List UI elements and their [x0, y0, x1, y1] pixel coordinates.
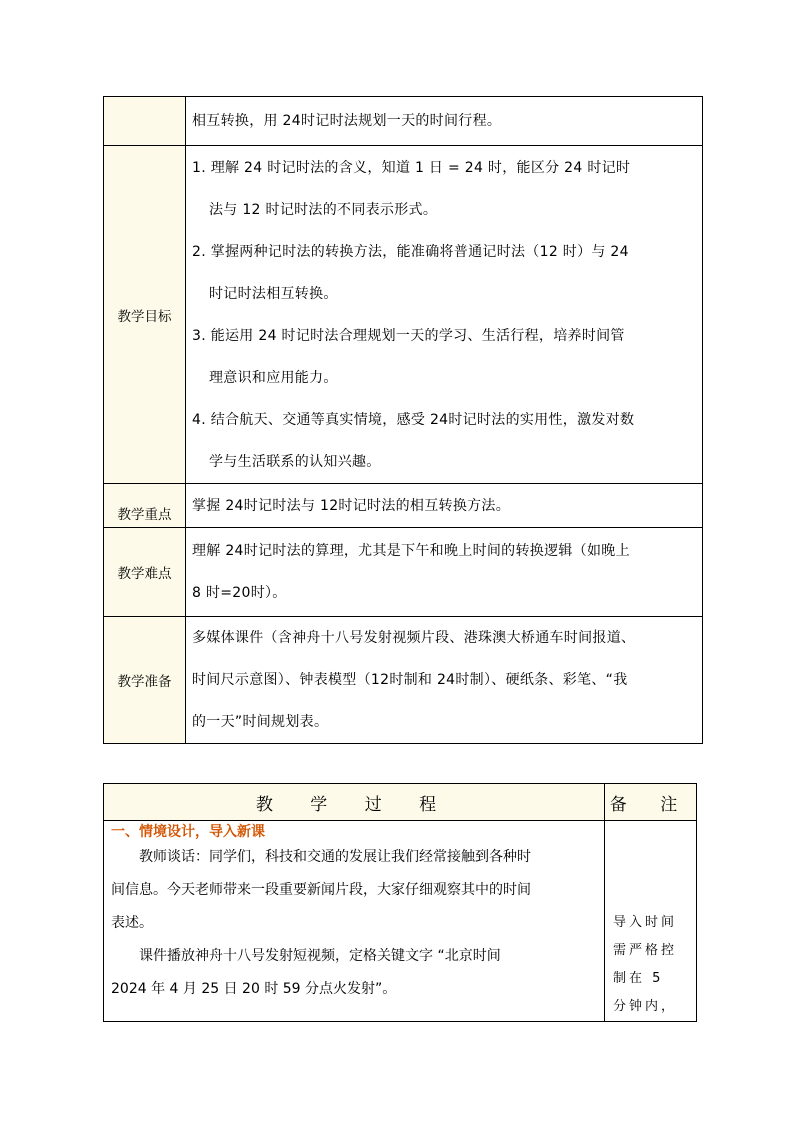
- note-line-1: 导入时间: [613, 915, 678, 930]
- objective-3-line1: 3. 能运用 24 时记时法合理规划一天的学习、生活行程，培养时间管: [192, 328, 625, 344]
- objective-1-line1: 1. 理解 24 时记时法的含义，知道 1 日 = 24 时，能区分 24 时记时: [192, 160, 631, 176]
- note-line-2: 需严格控: [613, 943, 678, 958]
- para1-line1: 教师谈话：同学们，科技和交通的发展让我们经常接触到各种时: [139, 849, 531, 865]
- difficulty-line2: 8 时=20时）。: [192, 585, 287, 601]
- objective-2-line1: 2. 掌握两种记时法的转换方法，能准确将普通记时法（12 时）与 24: [192, 244, 629, 260]
- para2-line1: 课件播放神舟十八号发射短视频，定格关键文字 “北京时间: [139, 948, 501, 964]
- process-content: [104, 821, 605, 1022]
- key-point-text: 掌握 24时记时法与 12时记时法的相互转换方法。: [192, 497, 511, 514]
- note-line-3: 制在 5: [613, 971, 664, 986]
- para1-line2: 间信息。今天老师带来一段重要新闻片段，大家仔细观察其中的时间: [111, 882, 531, 898]
- objective-3-line2: 理意识和应用能力。: [209, 370, 338, 386]
- preparation-line3: 的一天”时间规划表。: [192, 714, 329, 730]
- objective-1-line2: 法与 12 时记时法的不同表示形式。: [209, 202, 438, 218]
- preparation-line2: 时间尺示意图）、钟表模型（12时制和 24时制）、硬纸条、彩笔、“我: [192, 672, 628, 688]
- preparation-line1: 多媒体课件（含神舟十八号发射视频片段、港珠澳大桥通车时间报道、: [192, 630, 636, 646]
- row0-text: 相互转换，用 24时记时法规划一天的时间行程。: [192, 113, 502, 129]
- note-line-4: 分钟内，: [613, 999, 678, 1014]
- difficulty-line1: 理解 24时记时法的算理，尤其是下午和晚上时间的转换逻辑（如晚上: [192, 543, 630, 559]
- process-header: 教 学 过 程: [104, 784, 605, 821]
- para2-line2: 2024 年 4 月 25 日 20 时 59 分点火发射”。: [111, 981, 397, 997]
- objectives-label: 教学目标: [104, 146, 186, 484]
- difficulty-label: 教学难点: [104, 528, 186, 617]
- objective-4-line1: 4. 结合航天、交通等真实情境，感受 24时记时法的实用性，激发对数: [192, 412, 635, 428]
- objective-4-line2: 学与生活联系的认知兴趣。: [209, 454, 381, 470]
- note-content: [605, 821, 697, 1022]
- objective-2-line2: 时记时法相互转换。: [209, 286, 338, 302]
- key-point-label: 教学重点: [104, 484, 186, 528]
- teaching-process-table: [103, 783, 697, 1022]
- section-title: 一、情境设计，导入新课: [111, 824, 265, 840]
- para1-line3: 表述。: [111, 915, 153, 931]
- preparation-label: 教学准备: [104, 617, 186, 744]
- lesson-info-table: [103, 96, 703, 744]
- objectives-content: [186, 146, 703, 484]
- note-header: 备 注: [605, 784, 697, 821]
- row-label-empty: [104, 97, 186, 146]
